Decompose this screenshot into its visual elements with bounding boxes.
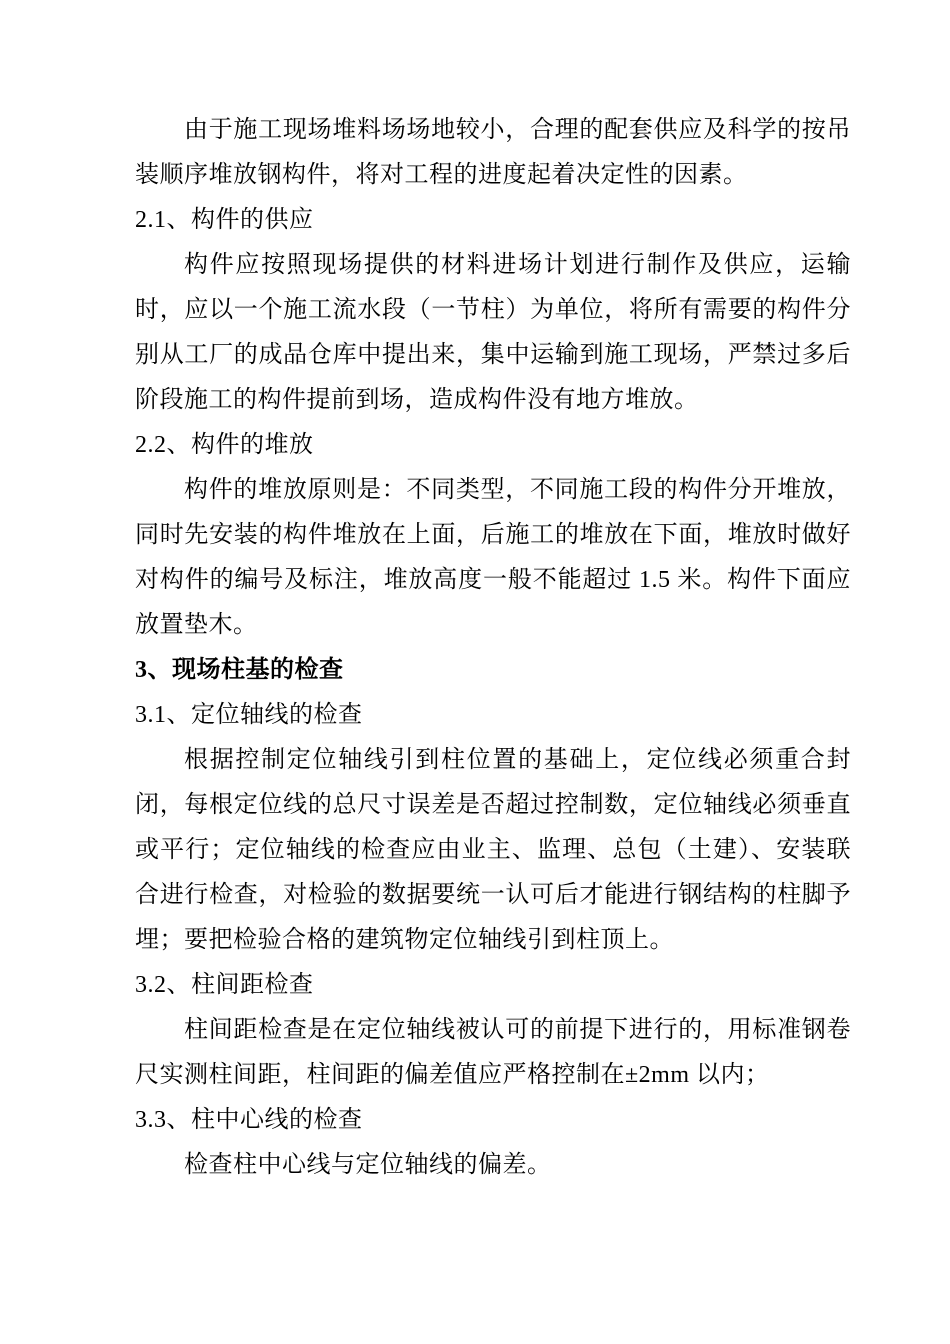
document-content <box>135 108 851 1188</box>
paragraph-centerline-check: 检查柱中心线与定位轴线的偏差。 <box>184 1152 552 1178</box>
heading-2-1: 2.1、构件的供应 <box>135 207 314 233</box>
heading-3-2: 3.2、柱间距检查 <box>135 972 314 998</box>
heading-3: 3、现场柱基的检查 <box>135 657 344 683</box>
paragraph-axis-line-check: 根据控制定位轴线引到柱位置的基础上，定位线必须重合封闭，每根定位线的总尺寸误差是否超过控制数，定位轴线必须垂直或平行；定位轴线的检查应由业主、监理、总包（土建）、安装联合进行检查，对检验的数据要统一认可后才能进行钢结构的柱脚予埋；要把检验合格的建筑物定位轴线引到柱顶上。 <box>135 747 851 953</box>
paragraph-column-spacing-check: 柱间距检查是在定位轴线被认可的前提下进行的，用标准钢卷尺实测柱间距，柱间距的偏差值应严格控制在±2mm 以内； <box>135 1017 851 1088</box>
heading-2-2: 2.2、构件的堆放 <box>135 432 314 458</box>
heading-3-1: 3.1、定位轴线的检查 <box>135 702 363 728</box>
intro-paragraph: 由于施工现场堆料场场地较小，合理的配套供应及科学的按吊装顺序堆放钢构件，将对工程的进度起着决定性的因素。 <box>135 117 851 188</box>
heading-3-3: 3.3、柱中心线的检查 <box>135 1107 363 1133</box>
paragraph-component-stacking: 构件的堆放原则是：不同类型，不同施工段的构件分开堆放，同时先安装的构件堆放在上面，后施工的堆放在下面，堆放时做好对构件的编号及标注，堆放高度一般不能超过 1.5 米。构件下面应放置垫木。 <box>135 477 851 638</box>
paragraph-component-supply: 构件应按照现场提供的材料进场计划进行制作及供应，运输时，应以一个施工流水段（一节柱）为单位，将所有需要的构件分别从工厂的成品仓库中提出来，集中运输到施工现场，严禁过多后阶段施工的构件提前到场，造成构件没有地方堆放。 <box>135 252 851 413</box>
